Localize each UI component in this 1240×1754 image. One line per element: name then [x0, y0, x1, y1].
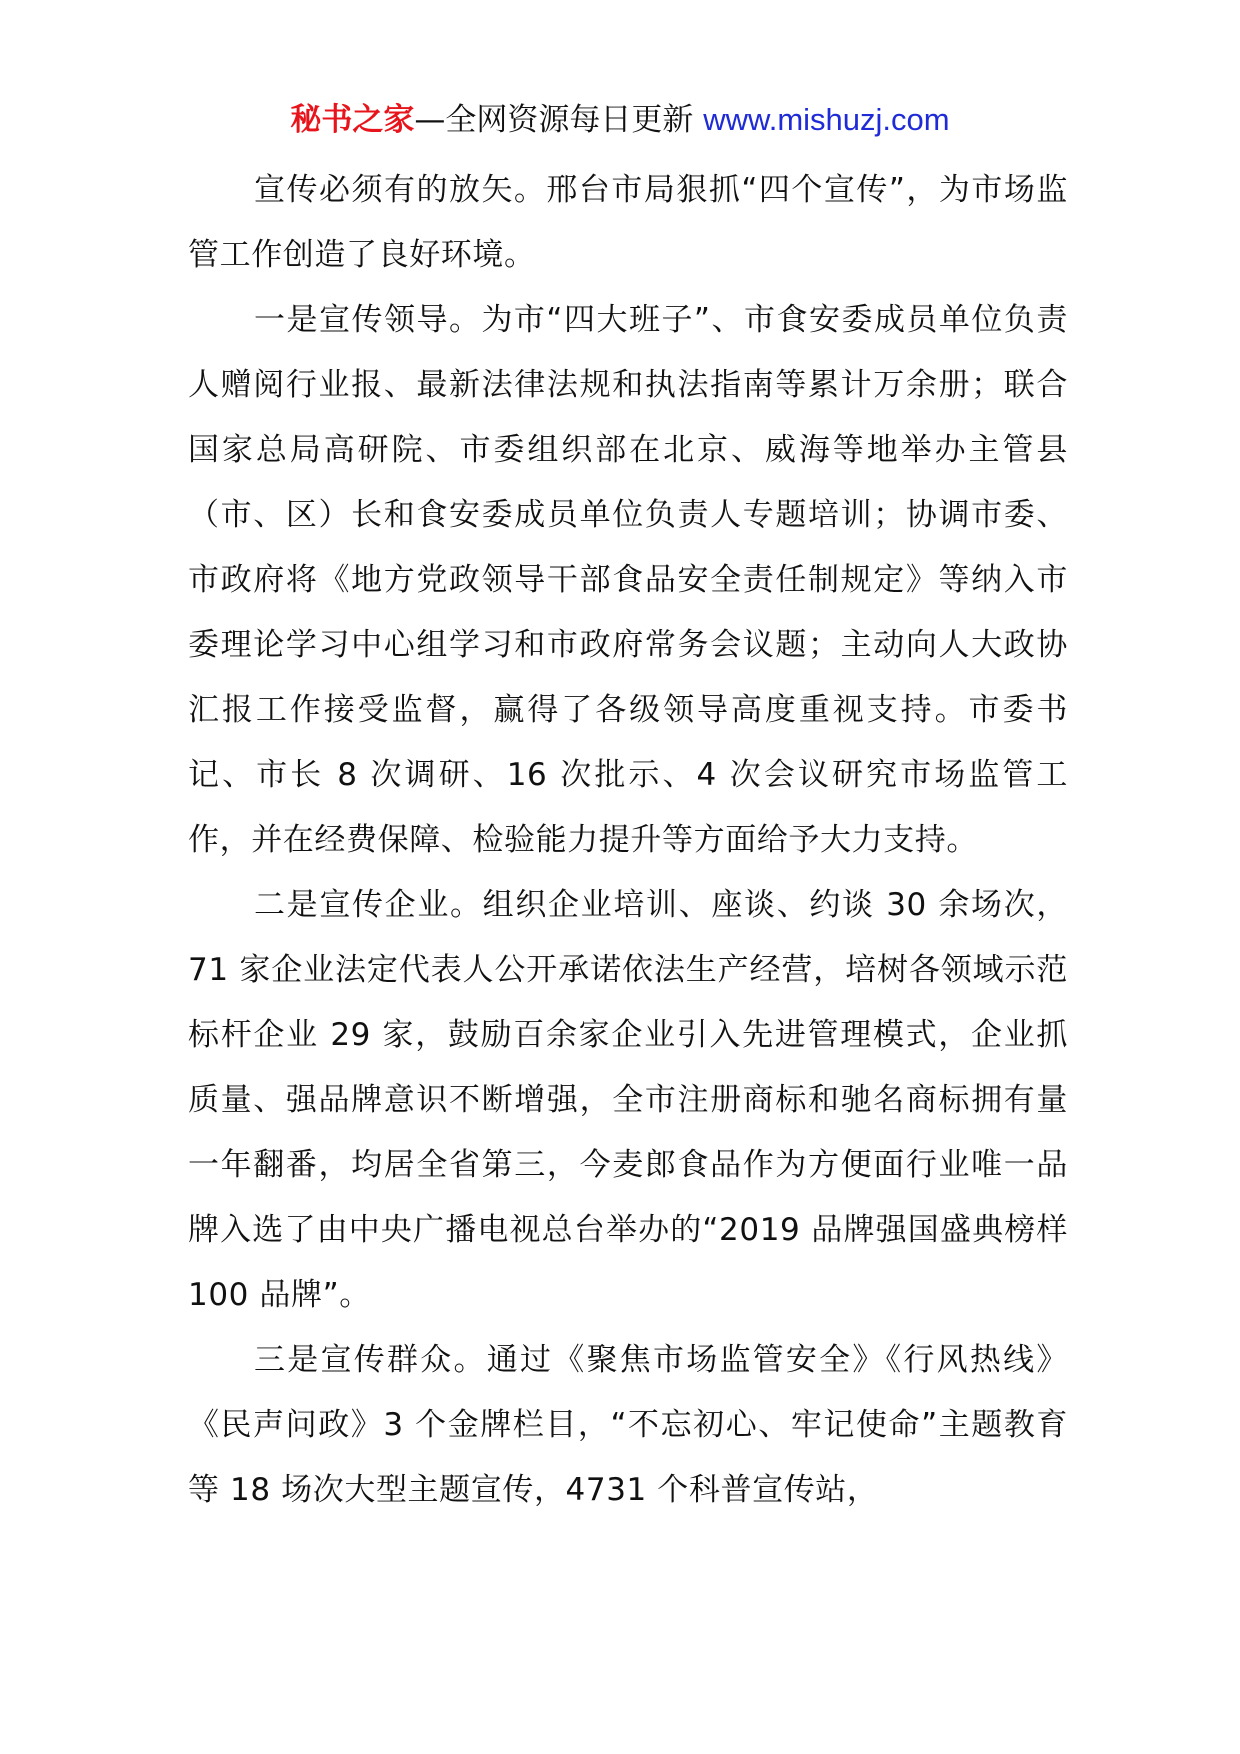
paragraph: 宣传必须有的放矢。邢台市局狠抓“四个宣传”，为市场监管工作创造了良好环境。 — [188, 172, 1068, 273]
paragraph: 二是宣传企业。组织企业培训、座谈、约谈 30 余场次，71 家企业法定代表人公开承诺依法生产经营，培树各领域示范标杆企业 29 家，鼓励百余家企业引入先进管理模式，企业抓质量、强品牌意识不断增强，全市注册商标和驰名商标拥有量一年翻番，均居全省第三，今麦郎食品作为方便面行业唯一品牌入选了由中央广播电视总台举办的“2019 品牌强国盛典榜样 100 品牌”。 — [188, 887, 1068, 1313]
page-header — [0, 100, 1240, 140]
document-body — [188, 158, 1068, 1523]
paragraph: 一是宣传领导。为市“四大班子”、市食安委成员单位负责人赠阅行业报、最新法律法规和执法指南等累计万余册；联合国家总局高研院、市委组织部在北京、威海等地举办主管县（市、区）长和食安委成员单位负责人专题培训；协调市委、市政府将《地方党政领导干部食品安全责任制规定》等纳入市委理论学习中心组学习和市政府常务会议题；主动向人大政协汇报工作接受监督，赢得了各级领导高度重视支持。市委书记、市长 8 次调研、16 次批示、4 次会议研究市场监管工作，并在经费保障、检验能力提升等方面给予大力支持。 — [188, 302, 1068, 858]
brand-name: 秘书之家 — [290, 102, 415, 138]
header-tagline: —全网资源每日更新 — [414, 102, 704, 138]
website-link[interactable]: www.mishuzj.com — [703, 102, 950, 137]
paragraph: 三是宣传群众。通过《聚焦市场监管安全》《行风热线》《民声问政》3 个金牌栏目，“不忘初心、牢记使命”主题教育等 18 场次大型主题宣传，4731 个科普宣传站， — [188, 1342, 1068, 1508]
